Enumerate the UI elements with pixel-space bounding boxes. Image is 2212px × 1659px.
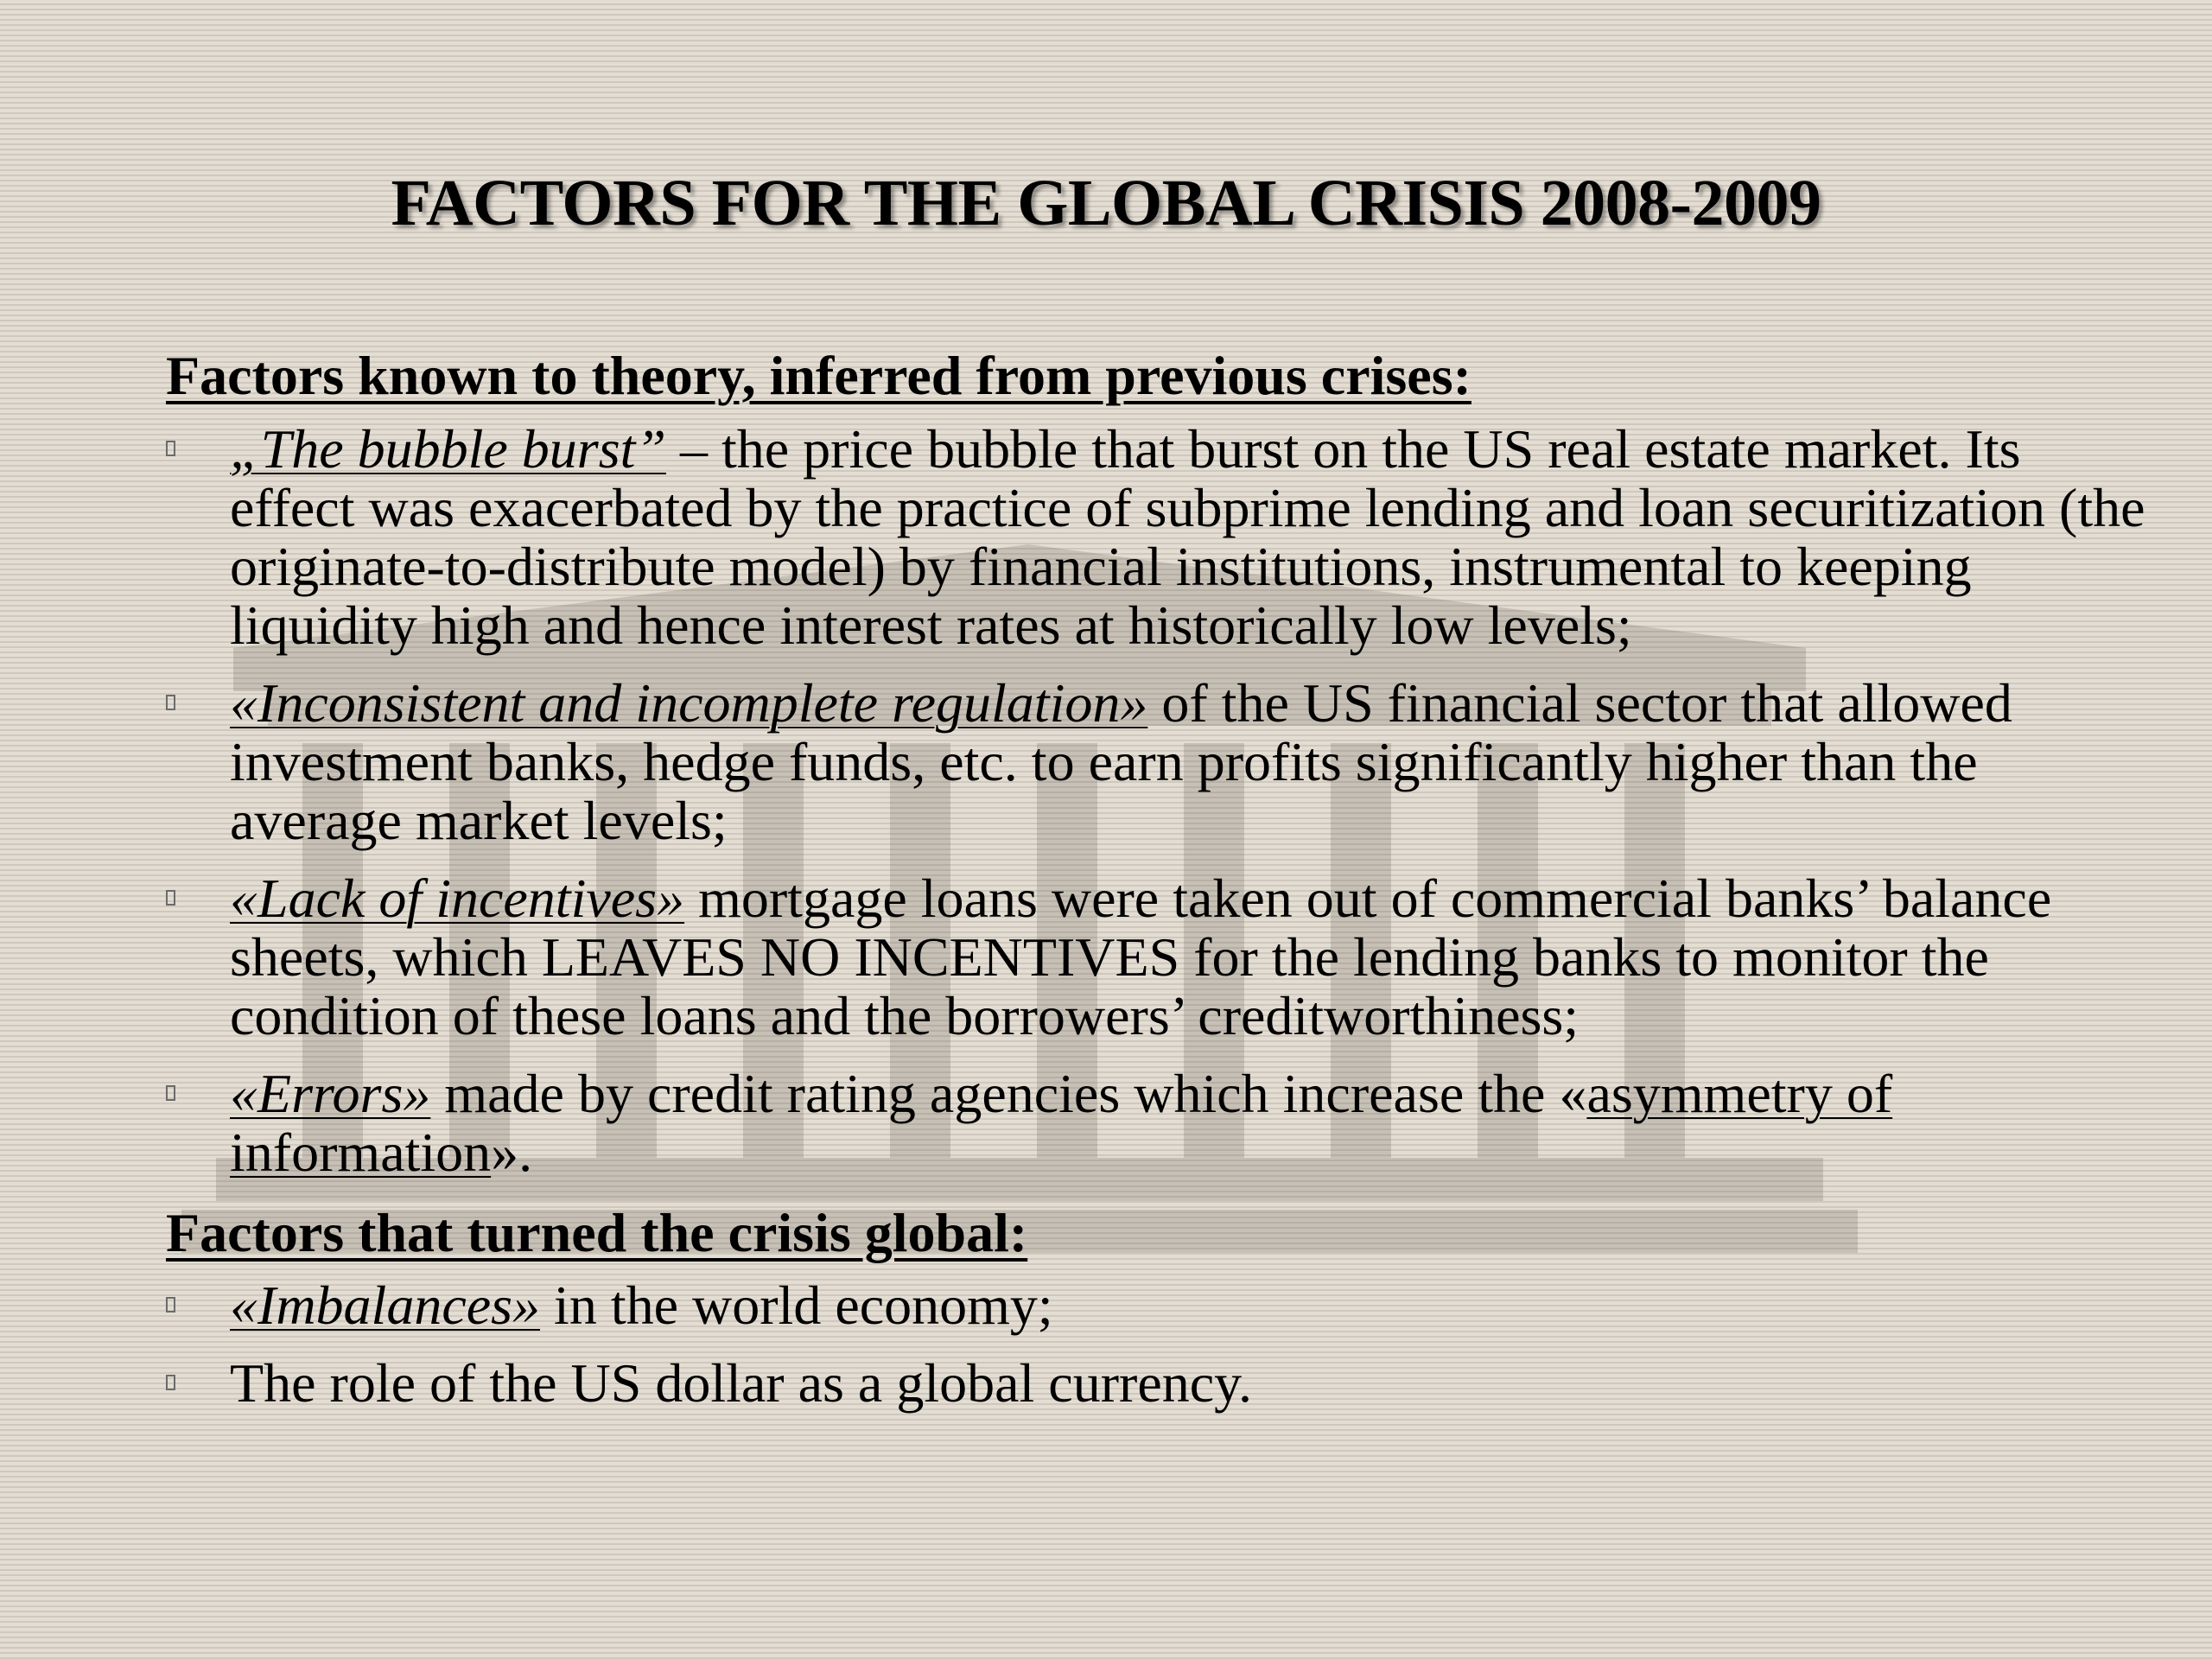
bullet-icon	[166, 441, 175, 456]
list-item	[166, 1062, 2153, 1183]
factor-description: The role of the US dollar as a global currency.	[230, 1352, 1252, 1414]
factor-term: «Lack of incentives»	[230, 867, 685, 929]
factor-description: made by credit rating agencies which increase the «	[430, 1062, 1587, 1124]
section-heading-global: Factors that turned the crisis global:	[166, 1201, 1028, 1263]
bullet-icon	[166, 1297, 175, 1313]
factor-term: «Inconsistent and incomplete regulation»	[230, 671, 1148, 734]
bullet-icon	[166, 695, 175, 710]
list-item	[166, 1354, 2153, 1413]
list-item	[166, 869, 2153, 1046]
theory-factors-list	[166, 417, 2153, 1183]
bullet-icon	[166, 1375, 175, 1390]
global-factors-list	[166, 1276, 2153, 1413]
factor-term: «Errors»	[230, 1062, 431, 1124]
underlined-phrase: asymmetry of information	[230, 1062, 1893, 1183]
bullet-icon	[166, 1085, 175, 1101]
factor-description: in the world economy;	[540, 1274, 1053, 1337]
list-item	[166, 671, 2153, 851]
factor-term: «Imbalances»	[230, 1274, 541, 1337]
factor-description-end: ».	[491, 1121, 533, 1183]
list-item	[166, 417, 2153, 656]
factor-description: – the price bubble that burst on the US real estate market. Its effect was exacerbated by the practice of subprime lending and loan securitization (the originate-to-distribute model) by financial institutions, instrumental to keeping liquidity high and hence interest rates at historically low levels;	[230, 417, 2145, 656]
bullet-icon	[166, 890, 175, 906]
list-item	[166, 1276, 2153, 1335]
slide-title: FACTORS FOR THE GLOBAL CRISIS 2008-2009	[391, 167, 1821, 239]
section-heading-theory: Factors known to theory, inferred from previous crises:	[166, 345, 1471, 406]
factor-term: „The bubble burst”	[230, 417, 666, 480]
factor-description: of the US financial sector that allowed investment banks, hedge funds, etc. to earn profits significantly higher than the average market levels;	[230, 671, 2012, 851]
slide-content	[166, 344, 2153, 1432]
factor-description: mortgage loans were taken out of commercial banks’ balance sheets, which LEAVES NO INCENTIVES for the lending banks to monitor the condition of these loans and the borrowers’ creditworthiness;	[230, 867, 2052, 1046]
